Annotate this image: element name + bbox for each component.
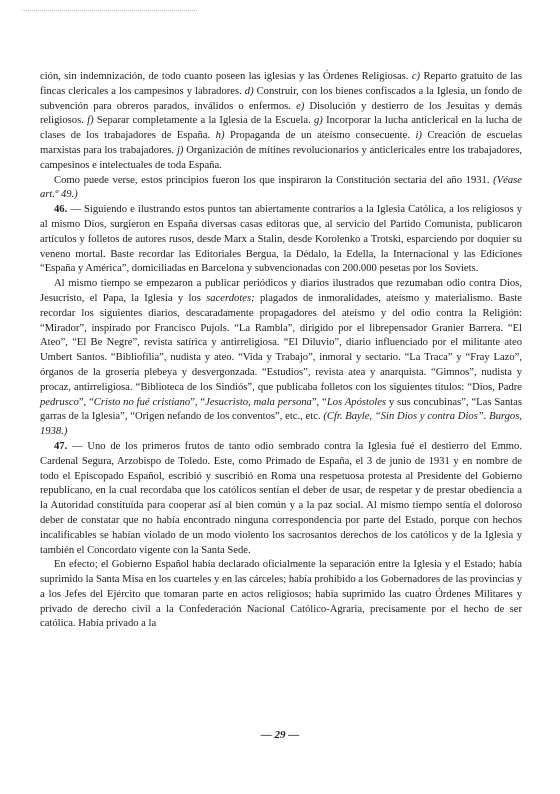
body-text — [40, 70, 522, 632]
text-run: 46. — [54, 204, 68, 216]
text-run: Jesucristo, mala persona — [205, 396, 312, 408]
text-run: pedrusco — [40, 396, 79, 408]
paragraph-government-measures — [40, 558, 522, 632]
text-run: Organización de mítines revolucionarios y anticlericales entre los trabajadores, campesinos e intelectuales de toda España. — [40, 144, 522, 171]
text-run: Creación de escuelas marxistas para los trabajadores. — [40, 130, 522, 156]
text-run: h) — [215, 130, 225, 142]
text-run: (Cfr. Bayle, “Sin Dios y contra Dios”. Burgos, 1938.) — [40, 411, 523, 438]
text-run: f) — [87, 115, 94, 127]
paragraph-continuation — [40, 70, 522, 174]
text-run: plagados de inmoralidades, ateísmo y materialismo. Baste recordar los siguientes diarios, descaradamente propagadores del ateísmo y del odio contra la Religión: “Mirador”, inspirado por Francisco Pujols. “La Rambla”, dirigido por el librepensador Granier Barrera. “El Ateo”, “El Be Negre”, revista satírica y antirreligiosa. “El Diluvio”, diario influenciado por el militante ateo Umbert Santos. “Bibliofilia”, nudista y ateo. “Vida y Trabajo”, inmoral y sectario. “La Traca” y “Fray Lazo”, órganos de la grosería plebeya y desvergonzada. “Estudios”, revista atea y anarquista. “Gimnos”, nudista y procaz, antirreligiosa. “Biblioteca de los Sindiós”, que publicaba folletos con los siguientes títulos: “Dios, Padre — [40, 292, 522, 393]
text-run: Propaganda de un ateísmo consecuente. — [224, 130, 416, 142]
paragraph-47 — [40, 440, 522, 558]
text-run: — Siguiendo e ilustrando estos puntos tan abiertamente contrarios a la Iglesia Católica, a los religiosos y al mismo Dios, surgieron en España diversas casas editoras que, al servicio del Partido Comunista, publicaron artículos y folletos de autores rusos, desde Marx a Stalin, desde Korolenko a Trotski, esparciendo por doquier su veneno mortal. Baste recordar las Editoriales Bergua, la Dédalo, la Edella, la Internacional y las Ediciones “España y América”, domiciliadas en Barcelona y subvencionadas con 200.000 pesetas por los Soviets. — [40, 204, 522, 275]
text-run: Reparto gratuito de las fincas clericales a los campesinos y labradores. — [40, 71, 522, 97]
text-run: Al mismo tiempo se empezaron a publicar periódicos y diarios ilustrados que rezumaban odio contra Dios, Jesucristo, el Papa, la Iglesia y los — [40, 278, 522, 304]
paragraph-press — [40, 277, 522, 440]
text-run: Incorporar la lucha anticlerical en la lucha de clases de los trabajadores de España. — [40, 115, 522, 142]
text-run: Construir, con los bienes confiscados a la Iglesia, un fondo de subvención para obreros parados, inválidos o enfermos. — [40, 85, 522, 112]
text-run: ”, “ — [190, 396, 206, 408]
text-run: 47. — [54, 440, 68, 452]
text-run: Como puede verse, estos principios fueron los que inspiraron la Constitución sectaria del año 1931. — [54, 174, 494, 186]
text-run: d) — [244, 85, 254, 97]
text-run: Los Apóstoles — [326, 396, 387, 408]
paragraph-46 — [40, 203, 522, 277]
text-run: — Uno de los primeros frutos de tanto odio sembrado contra la Iglesia fué el destierro del Emmo. Cardenal Segura, Arzobispo de Toledo. Este, como Primado de España, el 3 de junio de 1931 y en nombre de todo el Episcopado Español, escribió y suscribió en Roma una respetuosa protesta al Presidente del Gobierno republicano, en la cual recordaba que los católicos sentían el deber de usar, de respetar y de prestar obediencia a la Autoridad constituída para cooperar así al bien común y a la paz social. Al mismo tiempo sentía el doloroso deber de constatar que no había encontrado ninguna correspondencia por parte del Estado, porque con hechos incalificables se habían violado de un modo violento los sacrosantos derechos de los católicos y de la Iglesia y también el Concordato vigente con la Santa Sede. — [40, 440, 522, 556]
text-run: ”, “ — [78, 396, 94, 408]
text-run: En efecto; el Gobierno Español había declarado oficialmente la separación entre la Iglesia y el Estado; había suprimido la Santa Misa en los cuarteles y en las cárceles; había prohibido a los Gobernadores de las provincias y a los Jefes del Ejército que tomaran parte en actos religiosos; había suprimido las cuatro Órdenes Militares y privado de derecho civil a la Confederación Nacional Católico-Agraria, precisamente por el hecho de ser católica. Había privado a la — [40, 559, 522, 630]
text-run: c) — [411, 71, 421, 82]
page-number: — 29 — — [260, 729, 300, 741]
paragraph-constitution-note — [40, 174, 522, 204]
text-run: j) — [176, 144, 184, 156]
text-run: ción, sin indemnización, de todo cuanto poseen las iglesias y las Órdenes Religiosas. — [40, 71, 412, 82]
text-run: i) — [415, 130, 422, 142]
text-run: Cristo no fué cristiano — [93, 396, 191, 408]
text-run: g) — [314, 115, 323, 127]
text-run: ”, “ — [311, 396, 327, 408]
text-run: (Véase art.º 49.) — [40, 174, 522, 201]
text-run: e) — [296, 100, 305, 112]
text-run: Disolución y destierro de los Jesuitas y demás religiosos. — [40, 100, 523, 127]
text-run: sacerdotes; — [206, 292, 255, 304]
text-run: y sus concubinas”, “Las Santas garras de la Iglesia”, “Origen nefando de los conventos”, etc., etc. — [40, 396, 523, 423]
top-border-line — [22, 10, 197, 11]
text-run: Separar completamente a la Iglesia de la Escuela. — [93, 115, 314, 127]
